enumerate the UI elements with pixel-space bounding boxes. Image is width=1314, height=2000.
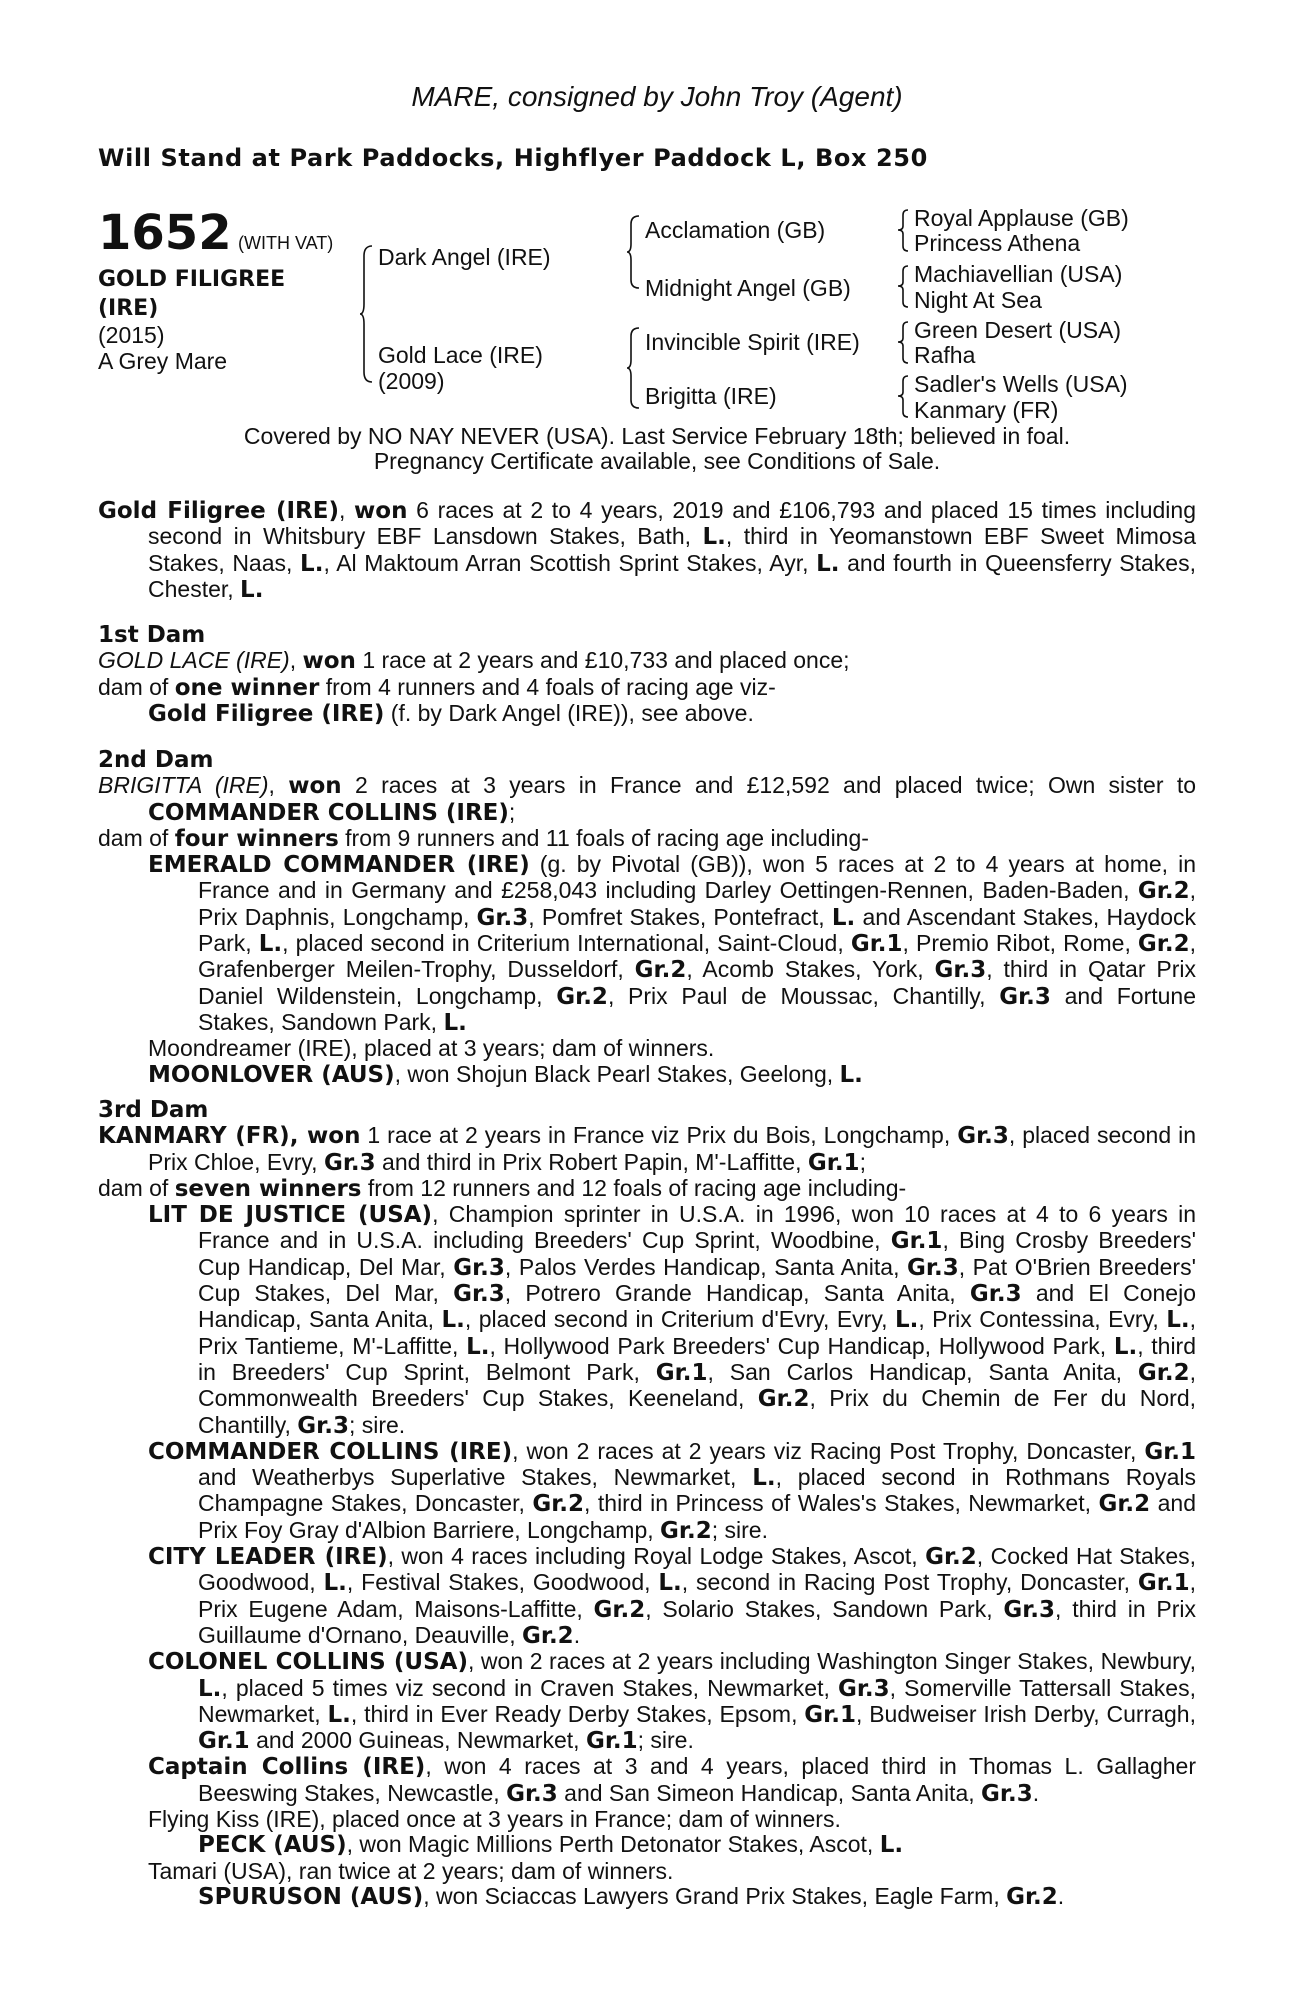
grade-label: Gr.3 bbox=[297, 1412, 349, 1439]
progeny-text: , Prix Paul de Moussac, Chantilly, bbox=[607, 982, 1000, 1009]
lot-number: 1652 bbox=[98, 205, 232, 261]
progeny-text: , Prix Daphnis, Longchamp, bbox=[198, 877, 1196, 930]
horse-year: (2015) bbox=[98, 322, 165, 348]
listed-label: L. bbox=[443, 1009, 467, 1036]
winners-count: seven winners bbox=[174, 1175, 362, 1202]
dam-of-label: dam of bbox=[98, 1174, 175, 1201]
g2-bracket bbox=[898, 264, 910, 310]
progeny-entry: Moondreamer (IRE), placed at 3 years; dam of winners. bbox=[148, 1035, 715, 1062]
listed-label: L. bbox=[258, 931, 283, 958]
pedigree-g7: Sadler's Wells (USA) bbox=[914, 371, 1128, 397]
grade-label: Gr.2 bbox=[925, 1544, 977, 1571]
grade-label: Gr.3 bbox=[957, 1123, 1009, 1150]
punctuation: , bbox=[289, 1123, 308, 1150]
dam-parents-bracket bbox=[627, 326, 641, 412]
covered-line: Covered by NO NAY NEVER (USA). Last Service February 18th; believed in foal. bbox=[243, 423, 1071, 449]
grade-label: Gr.3 bbox=[969, 1281, 1022, 1308]
horse-name-line1: GOLD FILIGREE bbox=[98, 267, 286, 292]
progeny-text: ; sire. bbox=[711, 1516, 768, 1543]
punctuation: ; bbox=[859, 1148, 866, 1175]
dam-text: , placed second in Prix Chloe, Evry, bbox=[148, 1122, 1197, 1175]
progeny-entry: Flying Kiss (IRE), placed once at 3 years in France; dam of winners. bbox=[148, 1806, 841, 1833]
dam-text: 2 races at 3 years in France and £12,592 and placed twice; Own sister to bbox=[341, 772, 1197, 799]
won-label: won bbox=[307, 1123, 361, 1150]
pedigree-dam: Gold Lace (IRE) bbox=[378, 342, 543, 368]
progeny-text: ; sire. bbox=[348, 1411, 406, 1438]
progeny-text: , placed second in Rothmans Royals Champagne Stakes, Doncaster, bbox=[198, 1464, 1196, 1517]
grade-label: Gr.1 bbox=[804, 1701, 856, 1728]
dam-name: GOLD LACE (IRE) bbox=[98, 647, 290, 674]
progeny-text: , third in Ever Ready Derby Stakes, Epsom, bbox=[350, 1700, 805, 1727]
punctuation: . bbox=[1057, 1882, 1065, 1909]
listed-label: L. bbox=[441, 1307, 465, 1334]
sire-dam-bracket bbox=[360, 244, 374, 384]
progeny-text: , placed second in Criterium International, Saint-Cloud, bbox=[282, 930, 851, 957]
progeny-text: , placed 5 times viz second in Craven Stakes, Newmarket, bbox=[221, 1674, 838, 1701]
progeny-text: , third in Princess of Wales's Stakes, Newmarket, bbox=[584, 1490, 1099, 1517]
grade-label: Gr.2 bbox=[532, 1491, 585, 1518]
progeny-text: , Somerville Tattersall Stakes, Newmarket, bbox=[198, 1674, 1196, 1727]
first-dam-section: 1st Dam GOLD LACE (IRE), won 1 race at 2 years and £10,733 and placed once; dam of one winner from 4 runners and 4 foals of racing age viz- Gold Filigree (IRE) (f. by Dark Angel (IRE)), see above. bbox=[98, 623, 1196, 727]
grade-label: Gr.1 bbox=[1144, 1438, 1196, 1465]
listed-label: L. bbox=[702, 524, 726, 551]
dam-text: from 12 runners and 12 foals of racing age including- bbox=[361, 1174, 907, 1201]
progeny-text: , Cocked Hat Stakes, Goodwood, bbox=[198, 1543, 1196, 1596]
vat-label: (WITH VAT) bbox=[237, 233, 334, 253]
sire-parents-bracket bbox=[627, 214, 641, 292]
progeny-text: , Pat O'Brien Breeders' Cup Stakes, Del Mar, bbox=[198, 1253, 1196, 1307]
grade-label: Gr.1 bbox=[585, 1728, 638, 1755]
summary-text: , third in Yeomanstown EBF Sweet Mimosa Stakes, Naas, bbox=[148, 523, 1196, 576]
pedigree-g3: Machiavellian (USA) bbox=[914, 261, 1123, 287]
progeny-text: , second in Racing Post Trophy, Doncaster, bbox=[681, 1569, 1138, 1596]
progeny-text: , Solario Stakes, Sandown Park, bbox=[645, 1595, 1004, 1622]
progeny-name: SPURUSON (AUS) bbox=[198, 1883, 424, 1910]
progeny-text: and Ascendant Stakes, Haydock Park, bbox=[198, 903, 1196, 957]
section-heading: 1st Dam bbox=[98, 622, 206, 648]
listed-label: L. bbox=[327, 1701, 351, 1728]
progeny-text: (g. by Pivotal (GB)), won 5 races at 2 to 4 years at home, in France and in Germany and £258,043 including Darley Oettingen-Rennen, Baden-Baden, bbox=[198, 851, 1197, 904]
grade-label: Gr.3 bbox=[934, 957, 987, 984]
listed-label: L. bbox=[839, 1061, 863, 1088]
progeny-text: , Acomb Stakes, York, bbox=[686, 956, 935, 983]
g3-bracket bbox=[898, 320, 910, 366]
progeny-name: COLONEL COLLINS (USA) bbox=[148, 1649, 468, 1676]
grade-label: Gr.3 bbox=[476, 904, 529, 931]
pedigree-sire-dam: Midnight Angel (GB) bbox=[645, 275, 851, 301]
grade-label: Gr.2 bbox=[757, 1386, 810, 1413]
foal-name: Gold Filigree (IRE) bbox=[148, 700, 385, 727]
progeny-text: and 2000 Guineas, Newmarket, bbox=[249, 1727, 586, 1754]
progeny-text: ; sire. bbox=[637, 1727, 694, 1754]
progeny-text: , Budweiser Irish Derby, Curragh, bbox=[855, 1700, 1196, 1727]
progeny-text: , San Carlos Handicap, Santa Anita, bbox=[707, 1358, 1138, 1385]
horse-description: A Grey Mare bbox=[98, 348, 228, 374]
progeny-name: EMERALD COMMANDER (IRE) bbox=[148, 852, 530, 879]
pedigree-g2: Princess Athena bbox=[914, 230, 1081, 256]
won-label: won bbox=[288, 773, 342, 800]
pedigree-g1: Royal Applause (GB) bbox=[914, 205, 1129, 231]
progeny-text: , Prix Eugene Adam, Maisons-Laffitte, bbox=[198, 1569, 1196, 1622]
progeny-text: , third in Qatar Prix Daniel Wildenstein, Longchamp, bbox=[198, 956, 1197, 1009]
grade-label: Gr.2 bbox=[1137, 931, 1190, 958]
pedigree-g6: Rafha bbox=[914, 342, 976, 368]
dam-text: 1 race at 2 years in France viz Prix du Bois, Longchamp, bbox=[360, 1122, 958, 1149]
dam-name: KANMARY (FR) bbox=[98, 1123, 290, 1150]
progeny-name: CITY LEADER (IRE) bbox=[148, 1544, 388, 1571]
grade-label: Gr.1 bbox=[1137, 1570, 1190, 1597]
progeny-text: , Prix du Chemin de Fer du Nord, Chantilly, bbox=[198, 1385, 1196, 1438]
progeny-name: MOONLOVER (AUS) bbox=[148, 1061, 395, 1088]
consignor-line: MARE, consigned by John Troy (Agent) bbox=[411, 81, 903, 112]
punctuation: . bbox=[573, 1621, 581, 1648]
progeny-text: , won Magic Millions Perth Detonator Stakes, Ascot, bbox=[346, 1831, 880, 1858]
progeny-text: and Fortune Stakes, Sandown Park, bbox=[198, 982, 1196, 1035]
lot-number-block bbox=[98, 205, 334, 261]
progeny-text: , Festival Stakes, Goodwood, bbox=[346, 1569, 659, 1596]
progeny-text: , won 4 races at 3 and 4 years, placed third in Thomas L. Gallagher Beeswing Stakes, Newcastle, bbox=[198, 1753, 1196, 1806]
grade-label: Gr.2 bbox=[1137, 1359, 1190, 1386]
horse-name-line2: (IRE) bbox=[98, 296, 159, 321]
progeny-name: Captain Collins (IRE) bbox=[148, 1754, 426, 1781]
pedigree-dam-dam: Brigitta (IRE) bbox=[645, 383, 777, 409]
listed-label: L. bbox=[198, 1675, 222, 1702]
grade-label: Gr.1 bbox=[890, 1228, 943, 1255]
grade-label: Gr.1 bbox=[850, 931, 903, 958]
pedigree-g5: Green Desert (USA) bbox=[914, 317, 1122, 343]
listed-label: L. bbox=[323, 1570, 347, 1597]
pedigree-dam-sire: Invincible Spirit (IRE) bbox=[645, 329, 860, 355]
progeny-text: , Premio Ribot, Rome, bbox=[902, 930, 1138, 957]
grade-label: Gr.2 bbox=[1006, 1883, 1058, 1910]
progeny-text: , won 4 races including Royal Lodge Stakes, Ascot, bbox=[387, 1543, 926, 1570]
pregnancy-line: Pregnancy Certificate available, see Conditions of Sale. bbox=[373, 448, 941, 474]
progeny-text: and Weatherbys Superlative Stakes, Newmarket, bbox=[198, 1464, 753, 1491]
dam-text: 1 race at 2 years and £10,733 and placed once; bbox=[355, 647, 850, 674]
grade-label: Gr.2 bbox=[1137, 878, 1190, 905]
listed-label: L. bbox=[894, 1307, 919, 1334]
summary-text: , Al Maktoum Arran Scottish Sprint Stakes, Ayr, bbox=[323, 549, 817, 576]
pedigree-sire: Dark Angel (IRE) bbox=[378, 244, 551, 270]
g4-bracket bbox=[898, 374, 910, 420]
section-heading: 2nd Dam bbox=[98, 747, 214, 773]
progeny-text: , third in Breeders' Cup Sprint, Belmont Park, bbox=[198, 1332, 1197, 1385]
progeny-text: , third in Prix Guillaume d'Ornano, Deauville, bbox=[198, 1595, 1197, 1648]
listed-label: L. bbox=[879, 1832, 904, 1859]
second-dam-section: 2nd Dam BRIGITTA (IRE), won 2 races at 3 years in France and £12,592 and placed twice; Own sister to COMMANDER COLLINS (IRE); dam of four winners from 9 runners and 11 foals of racing age including- EMERALD COMMANDER (IRE) (g. by Pivotal (GB)), won 5 races at 2 to 4 years at home, in France and in Germany and £258,043 including Darley Oettingen-Rennen, Baden-Baden, Gr.2, Prix Daphnis, Longchamp, Gr.3, Pomfret Stakes, Pontefract, L. and Ascendant Stakes, Haydock Park, L., placed second in Criterium International, Saint-Cloud, Gr.1, Premio Ribot, Rome, Gr.2, Grafenberger Meilen-Trophy, Dusseldorf, Gr.2, Acomb Stakes, York, Gr.3, third in Qatar Prix Daniel Wildenstein, Longchamp, Gr.2, Prix Paul de Moussac, Chantilly, Gr.3 and Fortune Stakes, Sandown Park, L. Moondreamer (IRE), placed at 3 years; dam of winners. MOONLOVER (AUS), won Shojun Black Pearl Stakes, Geelong, L. bbox=[98, 747, 1197, 1088]
g1-bracket bbox=[898, 208, 910, 254]
listed-label: L. bbox=[816, 550, 840, 577]
listed-label: L. bbox=[1166, 1307, 1190, 1334]
grade-label: Gr.2 bbox=[556, 983, 608, 1010]
sister-name: COMMANDER COLLINS (IRE) bbox=[148, 799, 509, 826]
grade-label: Gr.3 bbox=[506, 1780, 558, 1807]
grade-label: Gr.3 bbox=[837, 1675, 890, 1702]
progeny-text: , Grafenberger Meilen-Trophy, Dusseldorf, bbox=[198, 930, 1196, 983]
grade-label: Gr.2 bbox=[522, 1622, 574, 1649]
grade-label: Gr.3 bbox=[453, 1281, 505, 1308]
progeny-text: , Commonwealth Breeders' Cup Stakes, Keeneland, bbox=[198, 1358, 1196, 1412]
pedigree-g4: Night At Sea bbox=[914, 287, 1042, 313]
summary-text: 6 races at 2 to 4 years, 2019 and £106,793 and placed 15 times including second in Whitsbury EBF Lansdown Stakes, Bath, bbox=[148, 497, 1196, 550]
grade-label: Gr.3 bbox=[453, 1254, 505, 1281]
progeny-text: , placed second in Criterium d'Evry, Evry, bbox=[464, 1306, 895, 1333]
pedigree-g8: Kanmary (FR) bbox=[914, 397, 1059, 423]
grade-label: Gr.3 bbox=[981, 1780, 1033, 1807]
grade-label: Gr.2 bbox=[1098, 1491, 1151, 1518]
summary-horse-name: Gold Filigree (IRE) bbox=[98, 498, 339, 524]
grade-label: Gr.3 bbox=[1003, 1596, 1056, 1623]
progeny-text: , won 2 races at 2 years viz Racing Post Trophy, Doncaster, bbox=[512, 1437, 1145, 1464]
horse-name bbox=[98, 265, 338, 323]
summary-paragraph: Gold Filigree (IRE), won 6 races at 2 to 4 years, 2019 and £106,793 and placed 15 times including second in Whitsbury EBF Lansdown Stakes, Bath, L., third in Yeomanstown EBF Sweet Mimosa Stakes, Naas, L., Al Maktoum Arran Scottish Sprint Stakes, Ayr, L. and fourth in Queensferry Stakes, Chester, L. bbox=[98, 497, 1196, 603]
listed-label: L. bbox=[466, 1333, 490, 1360]
progeny-text: , Prix Contessina, Evry, bbox=[918, 1306, 1167, 1333]
grade-label: Gr.1 bbox=[807, 1149, 860, 1176]
listed-label: L. bbox=[752, 1465, 776, 1492]
foal-text: (f. by Dark Angel (IRE)), see above. bbox=[384, 699, 754, 726]
winners-count: four winners bbox=[174, 825, 339, 852]
stand-location: Will Stand at Park Paddocks, Highflyer Paddock L, Box 250 bbox=[98, 144, 928, 172]
pedigree-dam-year: (2009) bbox=[378, 368, 445, 394]
grade-label: Gr.2 bbox=[660, 1517, 712, 1544]
progeny-entry: Tamari (USA), ran twice at 2 years; dam of winners. bbox=[148, 1857, 674, 1884]
progeny-text: , Prix Tantieme, M'-Laffitte, bbox=[198, 1306, 1197, 1359]
section-heading: 3rd Dam bbox=[98, 1097, 209, 1123]
progeny-text: , won Sciaccas Lawyers Grand Prix Stakes, Eagle Farm, bbox=[423, 1882, 1007, 1909]
grade-label: Gr.3 bbox=[907, 1254, 959, 1281]
grade-label: Gr.2 bbox=[593, 1596, 646, 1623]
grade-label: Gr.3 bbox=[999, 983, 1051, 1010]
grade-label: Gr.1 bbox=[198, 1728, 250, 1755]
progeny-text: and San Simeon Handicap, Santa Anita, bbox=[557, 1779, 982, 1806]
listed-label: L. bbox=[658, 1570, 682, 1597]
progeny-text: , Champion sprinter in U.S.A. in 1996, won 10 races at 4 to 6 years in France and in U.S.A. including Breeders' Cup Sprint, Woodbine, bbox=[198, 1201, 1196, 1254]
progeny-text: , Bing Crosby Breeders' Cup Handicap, Del Mar, bbox=[198, 1227, 1196, 1280]
won-label: won bbox=[302, 648, 356, 675]
progeny-text: , won 2 races at 2 years including Washington Singer Stakes, Newbury, bbox=[467, 1648, 1197, 1675]
punctuation: ; bbox=[508, 798, 516, 825]
listed-label: L. bbox=[1113, 1333, 1138, 1360]
progeny-text: , Potrero Grande Handicap, Santa Anita, bbox=[504, 1280, 970, 1307]
dam-of-label: dam of bbox=[98, 824, 175, 851]
progeny-text: , Hollywood Park Breeders' Cup Handicap, Hollywood Park, bbox=[489, 1332, 1114, 1359]
grade-label: Gr.1 bbox=[655, 1359, 708, 1386]
progeny-text: , Palos Verdes Handicap, Santa Anita, bbox=[504, 1253, 908, 1280]
progeny-name: LIT DE JUSTICE (USA) bbox=[148, 1202, 433, 1229]
progeny-text: and El Conejo Handicap, Santa Anita, bbox=[198, 1280, 1196, 1333]
listed-label: L. bbox=[300, 550, 324, 577]
dam-text: from 4 runners and 4 foals of racing age viz- bbox=[319, 673, 776, 700]
grade-label: Gr.2 bbox=[634, 957, 687, 984]
progeny-name: COMMANDER COLLINS (IRE) bbox=[148, 1438, 513, 1465]
won-label: won bbox=[354, 498, 408, 524]
punctuation: . bbox=[1032, 1779, 1040, 1806]
dam-of-label: dam of bbox=[98, 673, 175, 700]
progeny-text: , won Shojun Black Pearl Stakes, Geelong, bbox=[394, 1060, 840, 1087]
listed-label: L. bbox=[240, 576, 264, 603]
winners-count: one winner bbox=[174, 674, 320, 701]
dam-text: and third in Prix Robert Papin, M'-Laffitte, bbox=[375, 1148, 808, 1175]
dam-text: from 9 runners and 11 foals of racing age including- bbox=[338, 824, 869, 851]
pedigree-sire-sire: Acclamation (GB) bbox=[645, 217, 826, 243]
progeny-text: , Pomfret Stakes, Pontefract, bbox=[528, 903, 832, 930]
summary-text: and fourth in Queensferry Stakes, Chester, bbox=[148, 549, 1196, 602]
dam-name: BRIGITTA (IRE) bbox=[98, 772, 269, 799]
listed-label: L. bbox=[831, 904, 856, 931]
progeny-text: and Prix Foy Gray d'Albion Barriere, Longchamp, bbox=[198, 1490, 1196, 1543]
third-dam-section bbox=[98, 1098, 1196, 1910]
progeny-name: PECK (AUS) bbox=[198, 1832, 347, 1859]
grade-label: Gr.3 bbox=[323, 1149, 376, 1176]
